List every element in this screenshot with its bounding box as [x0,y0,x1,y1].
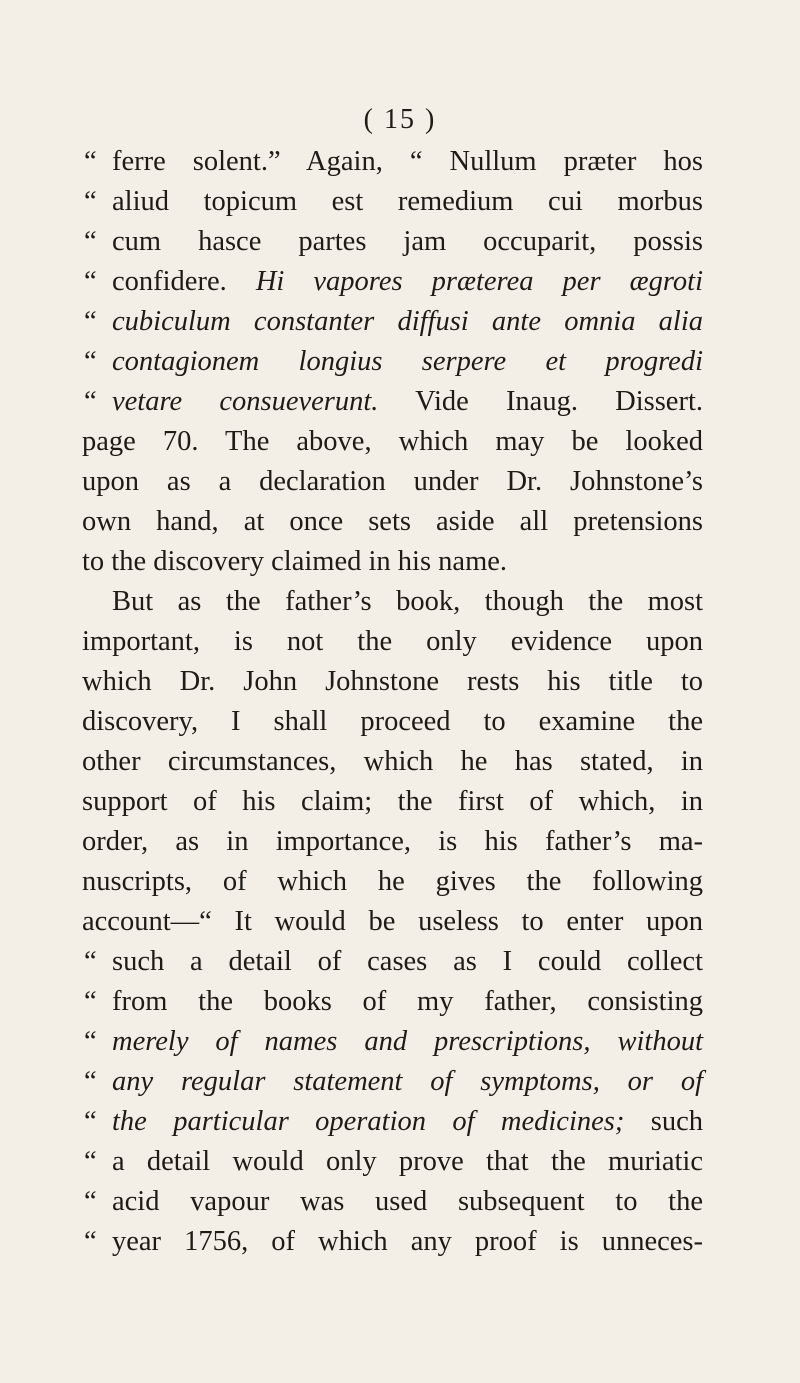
italic-segment: vetare consueverunt. [112,386,379,417]
line-text: own hand, at once sets aside all pretensions [82,506,703,537]
line-text: discovery, I shall proceed to examine the [82,706,703,737]
italic-segment: merely of names and prescriptions, without [112,1026,703,1057]
line-text: from the books of my father, consisting [112,986,703,1017]
page-number-header: ( 15 ) [363,104,437,135]
open-quote: “ [84,986,97,1017]
line-text: year 1756, of which any proof is unneces- [112,1226,703,1257]
line-text: to the discovery claimed in his name. [82,546,508,577]
open-quote: “ [84,1106,97,1137]
line-text: account—“ It would be useless to enter upon [82,906,703,937]
line-text: upon as a declaration under Dr. Johnstone’s [82,466,703,497]
line-text [112,1102,703,1142]
open-quote: “ [84,386,97,417]
line-text: But as the father’s book, though the most [112,586,703,617]
line-text: support of his claim; the first of which, in [82,786,703,817]
open-quote: “ [84,346,97,377]
line-text: a detail would only prove that the muriatic [112,1146,703,1177]
line-text: nuscripts, of which he gives the following [82,866,703,897]
line-text [112,382,703,422]
roman-segment: such [650,1106,704,1137]
open-quote: “ [84,1226,97,1257]
open-quote: “ [84,1066,97,1097]
line-text: which Dr. John Johnstone rests his title to [82,666,703,697]
open-quote: “ [84,146,97,177]
open-quote: “ [84,186,97,217]
line-text: cum hasce partes jam occuparit, possis [112,226,703,257]
line-text: other circumstances, which he has stated, in [82,746,703,777]
line-text: such a detail of cases as I could collect [112,946,703,977]
line-text: ferre solent.” Again, “ Nullum præter hos [112,146,703,177]
open-quote: “ [84,226,97,257]
open-quote: “ [84,1186,97,1217]
open-quote: “ [84,266,97,297]
italic-segment: cubiculum constanter diffusi ante omnia alia [112,306,703,337]
roman-segment: Vide Inaug. Dissert. [415,386,703,417]
open-quote: “ [84,1146,97,1177]
line-text: page 70. The above, which may be looked [82,426,703,457]
open-quote: “ [84,1026,97,1057]
italic-segment: any regular statement of symptoms, or of [112,1066,703,1097]
line-text [112,262,703,302]
line-text: acid vapour was used subsequent to the [112,1186,703,1217]
italic-segment: contagionem longius serpere et progredi [112,346,703,377]
open-quote: “ [84,306,97,337]
italic-segment: Hi vapores præterea per ægroti [255,266,703,297]
italic-segment: the particular operation of medicines; [112,1106,625,1137]
roman-segment: confidere. [112,266,227,297]
line-text: aliud topicum est remedium cui morbus [112,186,703,217]
open-quote: “ [84,946,97,977]
line-text: important, is not the only evidence upon [82,626,703,657]
line-text: order, as in importance, is his father’s ma- [82,826,703,857]
